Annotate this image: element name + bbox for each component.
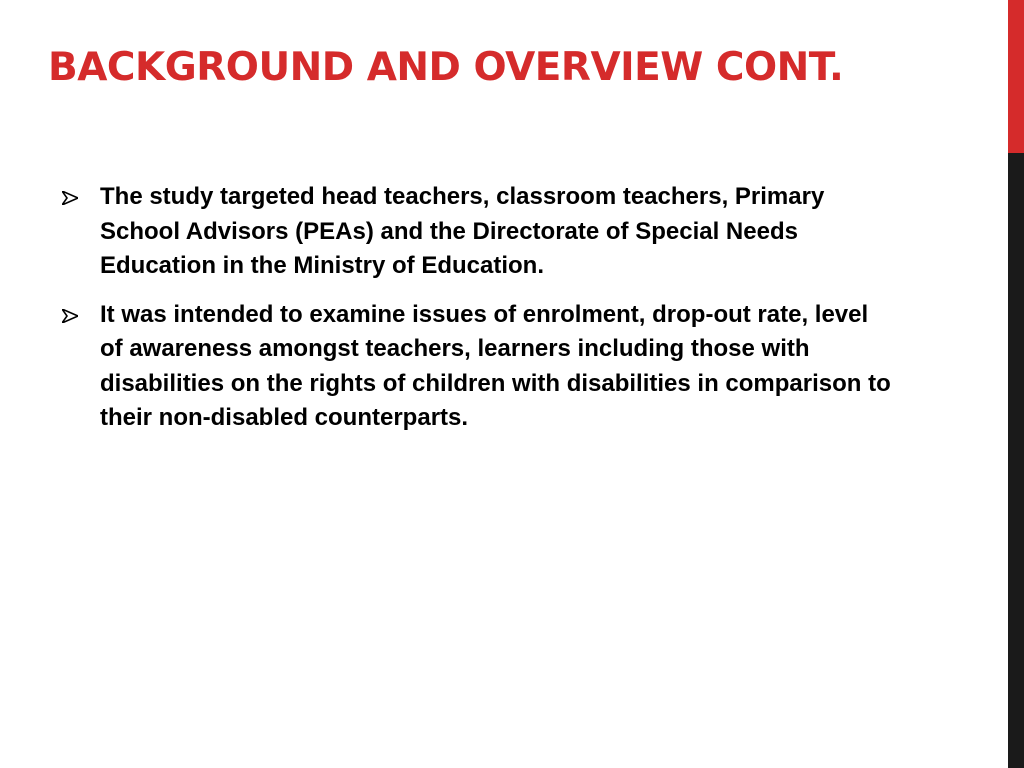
bullet-list xyxy=(62,180,892,450)
slide-title: BACKGROUND AND OVERVIEW CONT. xyxy=(48,45,844,90)
side-accent-bar-dark xyxy=(1008,153,1024,768)
arrowhead-bullet-icon xyxy=(62,309,78,323)
bullet-item xyxy=(62,298,892,436)
arrowhead-bullet-icon xyxy=(62,191,78,205)
bullet-text: The study targeted head teachers, classroom teachers, Primary School Advisors (PEAs) and the Directorate of Special Needs Education in the Ministry of Education. xyxy=(100,183,825,279)
side-accent-bar-red xyxy=(1008,0,1024,153)
bullet-item xyxy=(62,180,892,284)
bullet-text: It was intended to examine issues of enrolment, drop-out rate, level of awareness amongst teachers, learners including those with disabilities on the rights of children with disabilities in comparison to their non-disabled counterparts. xyxy=(100,300,891,431)
